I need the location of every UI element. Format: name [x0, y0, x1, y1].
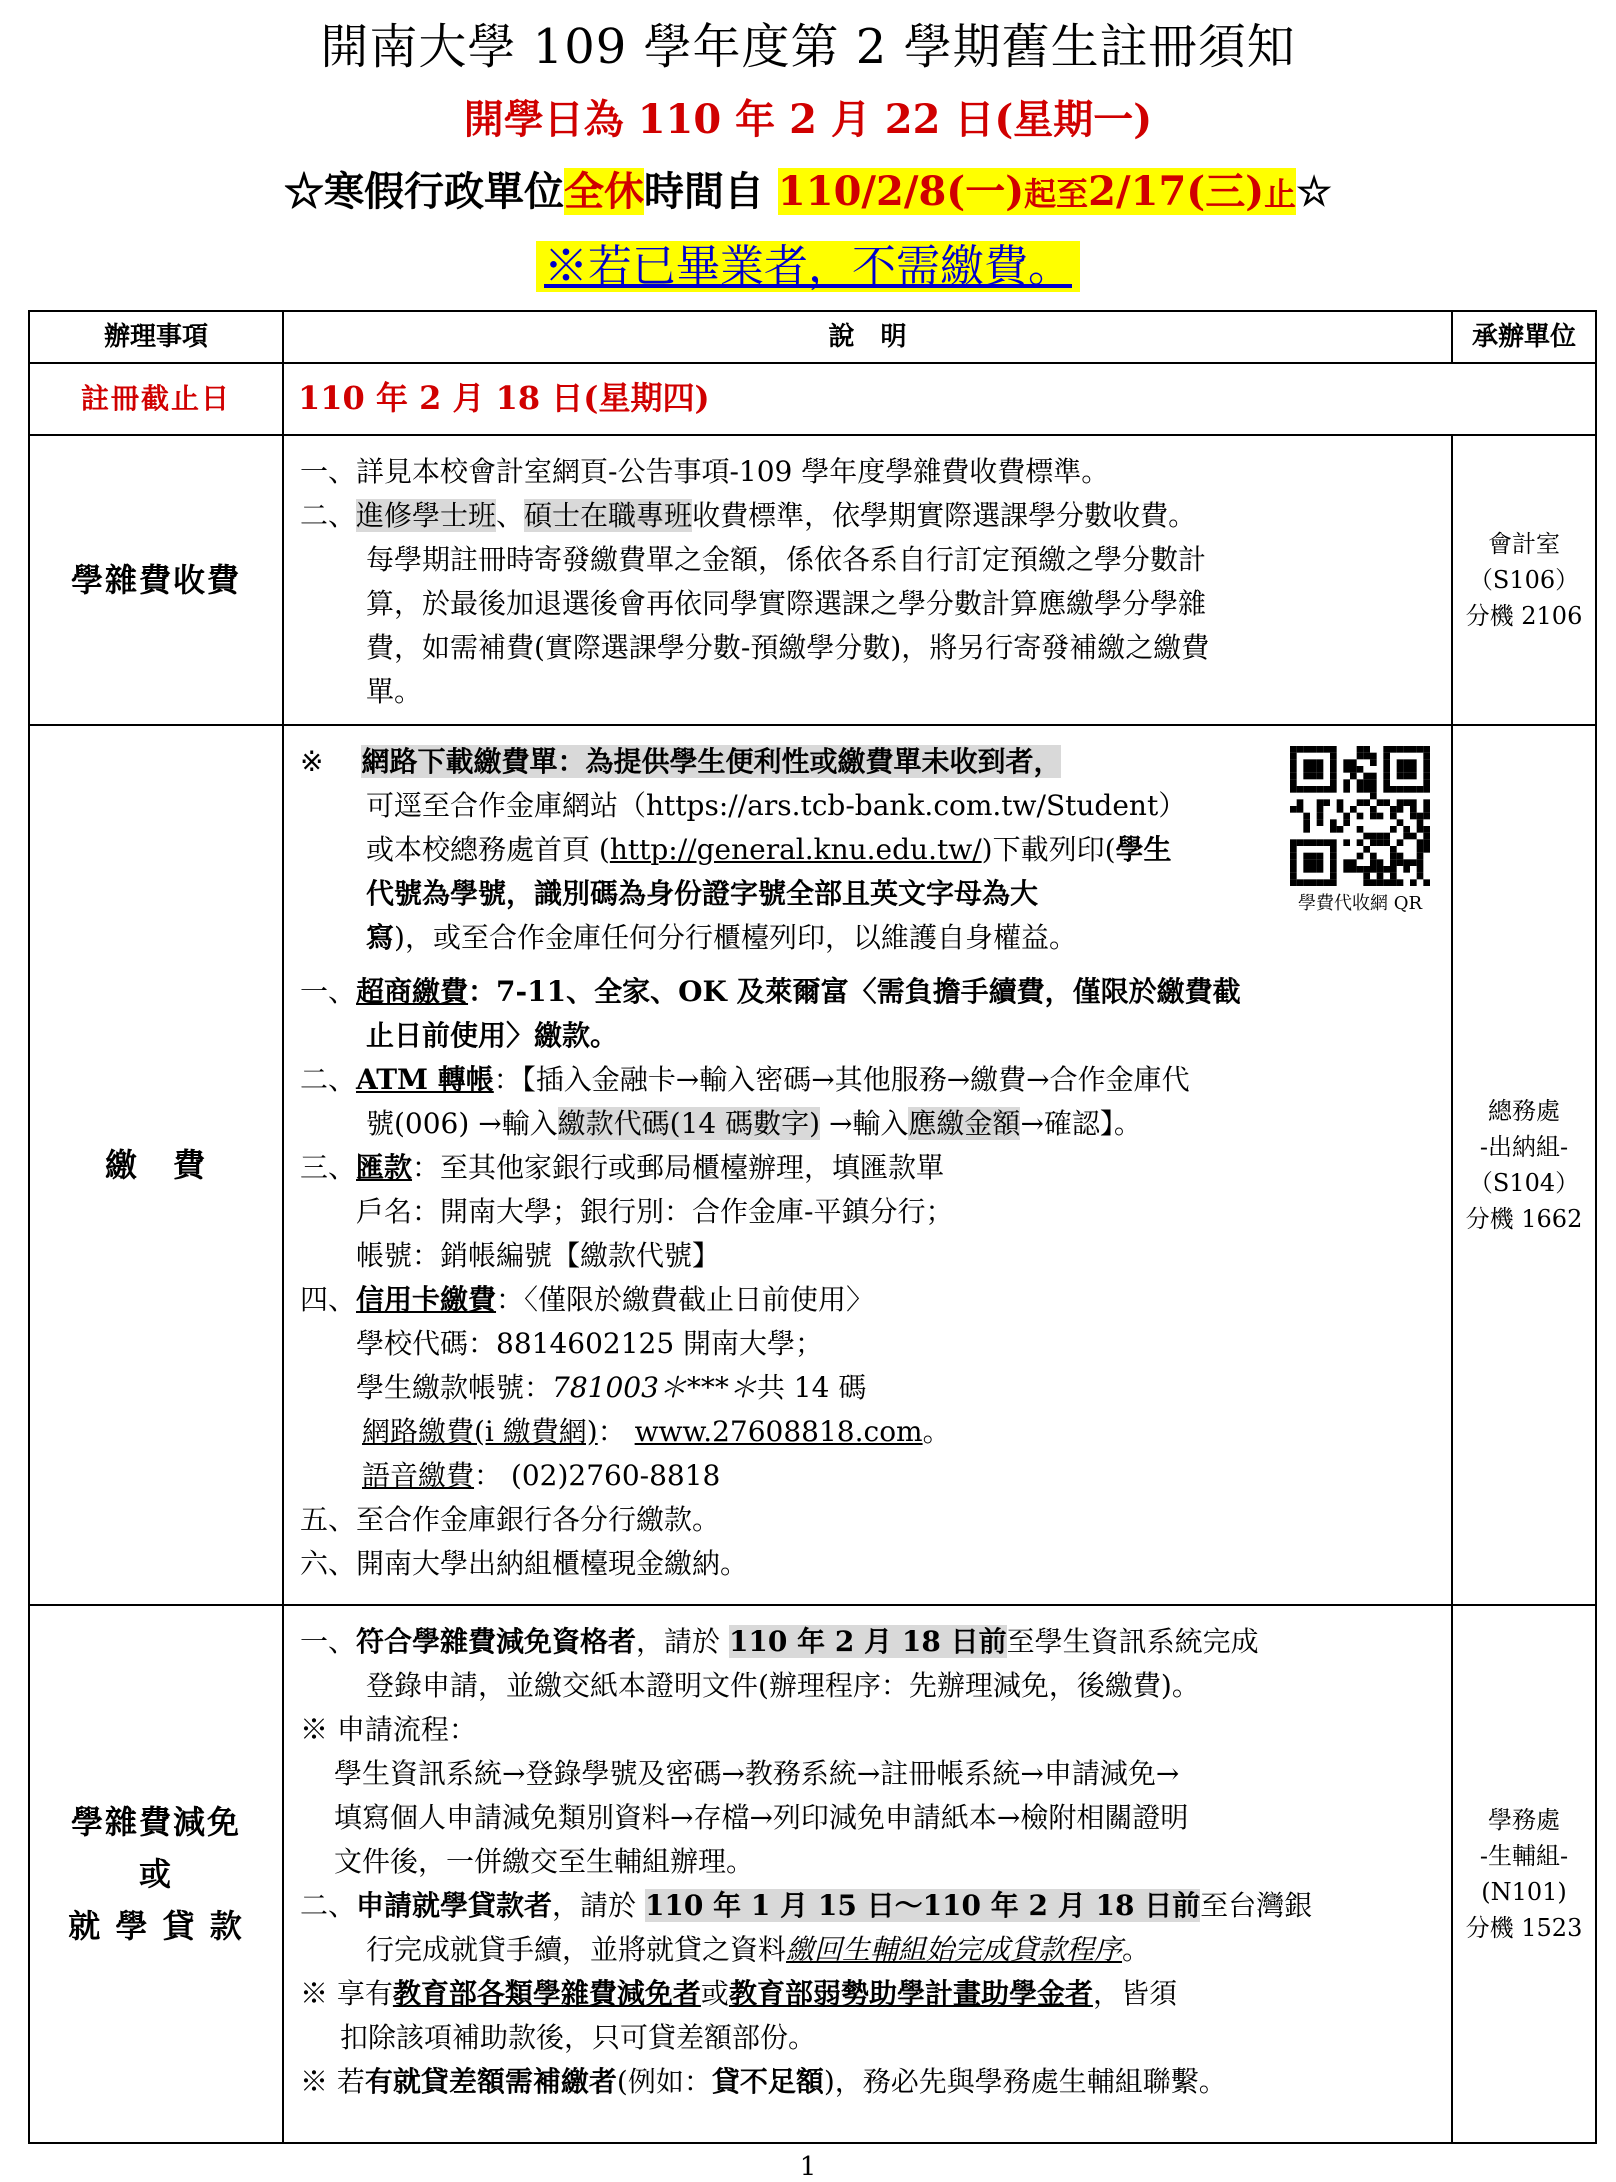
- s2-b1: 號(006) →輸入: [366, 1107, 558, 1140]
- s2-a: ：【插入金融卡→輸入密碼→其他服務→繳費→合作金庫代: [493, 1063, 1190, 1096]
- n3-a: ※ 若: [300, 2065, 365, 2098]
- payment-unit-room: （S104）: [1468, 1169, 1580, 1197]
- tuition-unit-room: （S106）: [1468, 566, 1580, 594]
- tuition-l2-d: 收費標準，依學期實際選課學分數收費。: [692, 499, 1197, 532]
- s2-b2: 繳款代碼(14 碼數字): [557, 1107, 821, 1140]
- reduction-item-l1: 學雜費減免: [70, 1803, 241, 1841]
- reduction-row: [29, 1605, 1596, 2143]
- r1-date: 110 年 2 月 18 日前: [728, 1625, 1007, 1658]
- tuition-line-5: 費，如需補費(實際選課學分數-預繳學分數)，將另行寄發補繳之繳費: [366, 631, 1210, 664]
- qr-caption: 學費代收網 QR: [1297, 893, 1423, 914]
- reduction-unit-office: 學務處: [1488, 1806, 1560, 1834]
- qr-code-block: [1285, 740, 1435, 916]
- page-number: 1: [799, 2152, 817, 2182]
- reduction-process-1: 學生資訊系統→登錄學號及密碼→教務系統→註冊帳系統→申請減免→: [334, 1757, 1180, 1790]
- qr-code-image: [1290, 746, 1430, 886]
- payment-unit-group: -出納組-: [1479, 1133, 1569, 1161]
- s3-title: 匯款: [356, 1151, 413, 1184]
- payment-n3-a: 或本校總務處首頁 (: [366, 833, 610, 866]
- payment-row: [29, 725, 1596, 1605]
- n1-e: ，皆須: [1092, 1977, 1177, 2010]
- payment-store-line-1: [300, 970, 1441, 1014]
- reduction-line-1: [300, 1620, 1441, 1664]
- holiday-zhi: 止: [1264, 175, 1297, 213]
- payment-note-line-4: 代號為學號，識別碼為身份證字號全部且英文字母為大: [366, 877, 1039, 910]
- graduate-note: [0, 230, 1616, 294]
- payment-note-mark: ※: [300, 745, 324, 778]
- s4-pre: 四、: [300, 1283, 357, 1316]
- s4-a: ：〈僅限於繳費截止日前使用〉: [496, 1283, 875, 1316]
- r2-c2: 繳回生輔組始完成貸款程序: [786, 1933, 1123, 1966]
- r2-title: 申請就學貸款者: [356, 1889, 553, 1922]
- payment-card-line-2: 學校代碼：8814602125 開南大學；: [356, 1327, 824, 1360]
- payment-unit: [1452, 725, 1596, 1605]
- tuition-l2-pre: 二、: [300, 499, 357, 532]
- deadline-row: [29, 363, 1596, 435]
- n3-e: )，務必先與學務處生輔組聯繫。: [823, 2065, 1227, 2098]
- payment-bank-line: 五、至合作金庫銀行各分行繳款。: [300, 1503, 721, 1536]
- s4-c2: 781003＊***＊: [552, 1371, 757, 1404]
- page-title: 開南大學 109 學年度第 2 學期舊生註冊須知: [320, 19, 1296, 75]
- r2-date: 110 年 1 月 15 日～110 年 2 月 18 日前: [644, 1889, 1201, 1922]
- tuition-unit-office: 會計室: [1488, 530, 1560, 558]
- tuition-l2-c: 碩士在職專班: [524, 499, 693, 532]
- s4-e1: 語音繳費: [362, 1459, 475, 1492]
- reduction-process-2: 填寫個人申請減免類別資料→存檔→列印減免申請紙本→檢附相關證明: [334, 1801, 1189, 1834]
- tuition-line-4: 算，於最後加退選後會再依同學實際選課之學分數計算應繳學分學雜: [366, 587, 1207, 620]
- col-desc-header: 說 明: [283, 311, 1452, 363]
- payment-note-line-3: [300, 828, 1441, 872]
- n1-d: 教育部弱勢助學計畫助學金者: [728, 1977, 1093, 2010]
- tuition-unit: [1452, 435, 1596, 725]
- payment-atm-line-2: [300, 1102, 1441, 1146]
- r1-title: 符合學雜費減免資格者: [356, 1625, 637, 1658]
- payment-item: 繳 費: [29, 725, 283, 1605]
- n3-d: 貸不足額: [711, 2065, 824, 2098]
- n1-a: ※ 享有: [300, 1977, 393, 2010]
- loan-note-2: 扣除該項補助款後，只可貸差額部份。: [340, 2021, 817, 2054]
- s2-b5: →確認】。: [1020, 1107, 1142, 1140]
- reduction-process-3: 文件後，一併繳交至生輔組辦理。: [334, 1845, 755, 1878]
- s4-c1: 學生繳款帳號：: [356, 1371, 553, 1404]
- payment-n3-c: 學生: [1115, 833, 1172, 866]
- payment-note-line-2: 可逕至合作金庫網站（https://ars.tcb-bank.com.tw/Student）: [366, 789, 1187, 822]
- r2-pre: 二、: [300, 1889, 357, 1922]
- r2-c3: 。: [1122, 1933, 1151, 1966]
- tuition-line-3: 每學期註冊時寄發繳費單之金額，係依各系自行訂定預繳之學分數計: [366, 543, 1207, 576]
- s1-a: ：7-11、全家、OK 及萊爾富〈需負擔手續費，僅限於繳費截: [468, 975, 1241, 1008]
- tuition-line-1: 一、詳見本校會計室網頁-公告事項-109 學年度學雜費收費標準。: [300, 455, 1110, 488]
- s2-title: ATM 轉帳: [356, 1063, 494, 1096]
- holiday-full-closure: 全休: [563, 168, 644, 215]
- r2-c1: 行完成就貸手續，並將就貸之資料: [366, 1933, 787, 1966]
- ibill-link[interactable]: www.27608818.com: [634, 1415, 923, 1448]
- holiday-qi: 起至: [1024, 175, 1089, 213]
- tuition-line-2: [300, 494, 1441, 538]
- payment-remit-line-1: [300, 1146, 1441, 1190]
- s1-title: 超商繳費: [356, 975, 469, 1008]
- loan-note-1: [300, 1972, 1441, 2016]
- reduction-line-2: 登錄申請，並繳交紙本證明文件(辦理程序：先辦理減免，後繳費)。: [366, 1669, 1200, 1702]
- tuition-desc: [283, 435, 1452, 725]
- reduction-item-l3: 就 學 貸 款: [68, 1907, 244, 1945]
- payment-note-line-5: [300, 916, 1441, 960]
- payment-n5-b: )，或至合作金庫任何分行櫃檯列印，以維護自身權益。: [394, 921, 1077, 954]
- col-unit-header: 承辦單位: [1452, 311, 1596, 363]
- n3-c: (例如：: [616, 2065, 712, 2098]
- semester-start-date: 開學日為 110 年 2 月 22 日(星期一): [463, 96, 1153, 143]
- payment-unit-office: 總務處: [1488, 1097, 1560, 1125]
- payment-unit-ext: 分機 1662: [1465, 1205, 1583, 1233]
- tuition-row: [29, 435, 1596, 725]
- s4-e2: ： (02)2760-8818: [474, 1459, 721, 1492]
- payment-atm-line-1: [300, 1058, 1441, 1102]
- reduction-item: [29, 1605, 283, 2143]
- s1-pre: 一、: [300, 975, 357, 1008]
- holiday-to-date: 2/17(三): [1088, 168, 1265, 215]
- tuition-line-6: 單。: [366, 675, 423, 708]
- deadline-label: 註冊截止日: [29, 363, 283, 435]
- payment-store-line-2: 止日前使用〉繳款。: [366, 1019, 619, 1052]
- payment-desc: [283, 725, 1452, 1605]
- payment-n3-b: )下載列印(: [981, 833, 1116, 866]
- n1-c: 或: [700, 1977, 729, 2010]
- col-item-header: 辦理事項: [29, 311, 283, 363]
- table-header-row: [29, 311, 1596, 363]
- holiday-from: [778, 168, 1296, 215]
- s4-c3: 共 14 碼: [756, 1371, 867, 1404]
- holiday-from-date: 110/2/8(一): [777, 168, 1025, 215]
- reduction-unit-ext: 分機 1523: [1465, 1914, 1583, 1942]
- general-affairs-link[interactable]: http://general.knu.edu.tw/: [609, 833, 982, 866]
- s4-d2: ：: [597, 1415, 635, 1448]
- payment-card-line-1: [300, 1278, 1441, 1322]
- tuition-l2-a: 進修學士班: [356, 499, 497, 532]
- s2-b4: 應繳金額: [908, 1107, 1021, 1140]
- s2-b3: →輸入: [820, 1107, 909, 1140]
- n1-b: 教育部各類學雜費減免者: [392, 1977, 701, 2010]
- r2-b: 至台灣銀: [1200, 1889, 1313, 1922]
- r1-b: 至學生資訊系統完成: [1006, 1625, 1259, 1658]
- payment-card-line-3: [300, 1366, 1441, 1410]
- tuition-unit-ext: 分機 2106: [1465, 602, 1583, 630]
- s4-title: 信用卡繳費: [356, 1283, 497, 1316]
- payment-n5-a: 寫: [366, 921, 395, 954]
- loan-line-1: [300, 1884, 1441, 1928]
- payment-remit-line-3: 帳號：銷帳編號【繳款代號】: [356, 1239, 721, 1272]
- s2-pre: 二、: [300, 1063, 357, 1096]
- reduction-unit-room: (N101): [1481, 1878, 1567, 1906]
- n3-b: 有就貸差額需補繳者: [364, 2065, 617, 2098]
- reduction-desc: [283, 1605, 1452, 2143]
- loan-note-3: [300, 2060, 1441, 2104]
- payment-note-line-1: [300, 740, 1441, 784]
- registration-table: [28, 310, 1597, 2144]
- deadline-value: [283, 363, 1596, 435]
- loan-line-2: [300, 1928, 1441, 1972]
- holiday-prefix: ☆寒假行政單位: [283, 168, 564, 215]
- holiday-time-label: 時間自: [643, 168, 764, 215]
- reduction-item-l2: 或: [138, 1855, 173, 1893]
- reduction-process-head: ※ 申請流程：: [300, 1713, 477, 1746]
- r1-a: ，請於: [636, 1625, 729, 1658]
- holiday-notice: [0, 160, 1616, 217]
- deadline-date: 110 年 2 月 18 日(星期四): [298, 379, 710, 417]
- reduction-unit-group: -生輔組-: [1479, 1842, 1569, 1870]
- payment-card-line-5: [300, 1454, 1441, 1498]
- payment-card-line-4: [300, 1410, 1441, 1454]
- graduate-note-text: ※若已畢業者，不需繳費。: [536, 241, 1080, 292]
- holiday-star: ☆: [1296, 168, 1333, 215]
- tuition-item: 學雜費收費: [29, 435, 283, 725]
- r2-a: ，請於: [552, 1889, 645, 1922]
- s3-pre: 三、: [300, 1151, 357, 1184]
- payment-note-title: 網路下載繳費單：為提供學生便利性或繳費單未收到者，: [361, 745, 1062, 778]
- r1-pre: 一、: [300, 1625, 357, 1658]
- reduction-unit: [1452, 1605, 1596, 2143]
- s3-a: ：至其他家銀行或郵局櫃檯辦理，填匯款單: [412, 1151, 945, 1184]
- tuition-l2-b: 、: [496, 499, 525, 532]
- s4-d1: 網路繳費(i 繳費網): [362, 1415, 598, 1448]
- s4-d4: 。: [922, 1415, 951, 1448]
- payment-cashier-line: 六、開南大學出納組櫃檯現金繳納。: [300, 1547, 749, 1580]
- payment-remit-line-2: 戶名：開南大學；銀行別：合作金庫-平鎮分行；: [356, 1195, 954, 1228]
